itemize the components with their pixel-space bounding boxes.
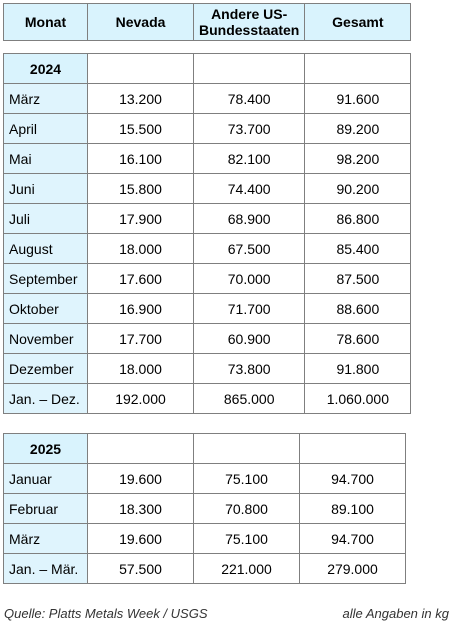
header-total: Gesamt [305, 4, 411, 41]
nevada-cell: 16.100 [88, 144, 194, 174]
year-label: 2024 [4, 54, 88, 84]
blank-cell [88, 54, 194, 84]
other-states-cell: 75.100 [194, 524, 300, 554]
month-cell: Januar [4, 464, 88, 494]
month-cell: Juni [4, 174, 88, 204]
total-cell: 90.200 [305, 174, 411, 204]
table-row [4, 294, 411, 324]
other-states-cell: 60.900 [194, 324, 305, 354]
month-cell: Jan. – Dez. [4, 384, 88, 414]
total-cell: 85.400 [305, 234, 411, 264]
total-cell: 87.500 [305, 264, 411, 294]
total-cell: 279.000 [300, 554, 406, 584]
table-row [4, 354, 411, 384]
table-row [4, 384, 411, 414]
total-cell: 89.200 [305, 114, 411, 144]
other-states-cell: 221.000 [194, 554, 300, 584]
spacer-row [4, 41, 411, 54]
table-row [4, 114, 411, 144]
table-row [4, 264, 411, 294]
table-row [4, 174, 411, 204]
month-cell: Mai [4, 144, 88, 174]
year-row-2024 [4, 54, 411, 84]
nevada-cell: 18.300 [88, 494, 194, 524]
total-cell: 88.600 [305, 294, 411, 324]
blank-cell [305, 54, 411, 84]
other-states-cell: 67.500 [194, 234, 305, 264]
header-other-line2: Bundesstaaten [199, 22, 300, 38]
header-other-states [194, 4, 305, 41]
table-2024 [3, 3, 411, 414]
other-states-cell: 865.000 [194, 384, 305, 414]
rows-2025 [4, 464, 406, 584]
other-states-cell: 68.900 [194, 204, 305, 234]
blank-cell [300, 434, 406, 464]
table-row [4, 144, 411, 174]
table-row [4, 494, 406, 524]
total-cell: 78.600 [305, 324, 411, 354]
nevada-cell: 18.000 [88, 234, 194, 264]
total-cell: 94.700 [300, 464, 406, 494]
nevada-cell: 18.000 [88, 354, 194, 384]
total-cell: 91.600 [305, 84, 411, 114]
blank-cell [194, 54, 305, 84]
total-cell: 94.700 [300, 524, 406, 554]
other-states-cell: 70.800 [194, 494, 300, 524]
unit-note: alle Angaben in kg [342, 606, 449, 621]
header-other-line1: Andere US- [211, 6, 288, 22]
month-cell: August [4, 234, 88, 264]
table-row [4, 524, 406, 554]
total-cell: 1.060.000 [305, 384, 411, 414]
other-states-cell: 75.100 [194, 464, 300, 494]
month-cell: Oktober [4, 294, 88, 324]
header-nevada: Nevada [88, 4, 194, 41]
month-cell: Juli [4, 204, 88, 234]
nevada-cell: 17.700 [88, 324, 194, 354]
nevada-cell: 13.200 [88, 84, 194, 114]
month-cell: April [4, 114, 88, 144]
month-cell: März [4, 84, 88, 114]
other-states-cell: 73.700 [194, 114, 305, 144]
table-row [4, 554, 406, 584]
table-2025 [3, 433, 406, 584]
month-cell: März [4, 524, 88, 554]
header-month: Monat [4, 4, 88, 41]
table-row [4, 324, 411, 354]
month-cell: Dezember [4, 354, 88, 384]
table-row [4, 464, 406, 494]
month-cell: September [4, 264, 88, 294]
nevada-cell: 17.600 [88, 264, 194, 294]
month-cell: Jan. – Mär. [4, 554, 88, 584]
nevada-cell: 15.500 [88, 114, 194, 144]
table-row [4, 204, 411, 234]
header-row [4, 4, 411, 41]
source-note: Quelle: Platts Metals Week / USGS [4, 606, 208, 621]
spacer [4, 41, 411, 54]
nevada-cell: 19.600 [88, 464, 194, 494]
other-states-cell: 74.400 [194, 174, 305, 204]
nevada-cell: 19.600 [88, 524, 194, 554]
table-row [4, 84, 411, 114]
year-label: 2025 [4, 434, 88, 464]
total-cell: 91.800 [305, 354, 411, 384]
table-row [4, 234, 411, 264]
month-cell: November [4, 324, 88, 354]
total-cell: 89.100 [300, 494, 406, 524]
other-states-cell: 71.700 [194, 294, 305, 324]
rows-2024 [4, 84, 411, 414]
other-states-cell: 78.400 [194, 84, 305, 114]
nevada-cell: 15.800 [88, 174, 194, 204]
blank-cell [194, 434, 300, 464]
nevada-cell: 192.000 [88, 384, 194, 414]
other-states-cell: 73.800 [194, 354, 305, 384]
other-states-cell: 70.000 [194, 264, 305, 294]
month-cell: Februar [4, 494, 88, 524]
total-cell: 86.800 [305, 204, 411, 234]
total-cell: 98.200 [305, 144, 411, 174]
blank-cell [88, 434, 194, 464]
other-states-cell: 82.100 [194, 144, 305, 174]
nevada-cell: 57.500 [88, 554, 194, 584]
nevada-cell: 17.900 [88, 204, 194, 234]
year-row-2025 [4, 434, 406, 464]
nevada-cell: 16.900 [88, 294, 194, 324]
